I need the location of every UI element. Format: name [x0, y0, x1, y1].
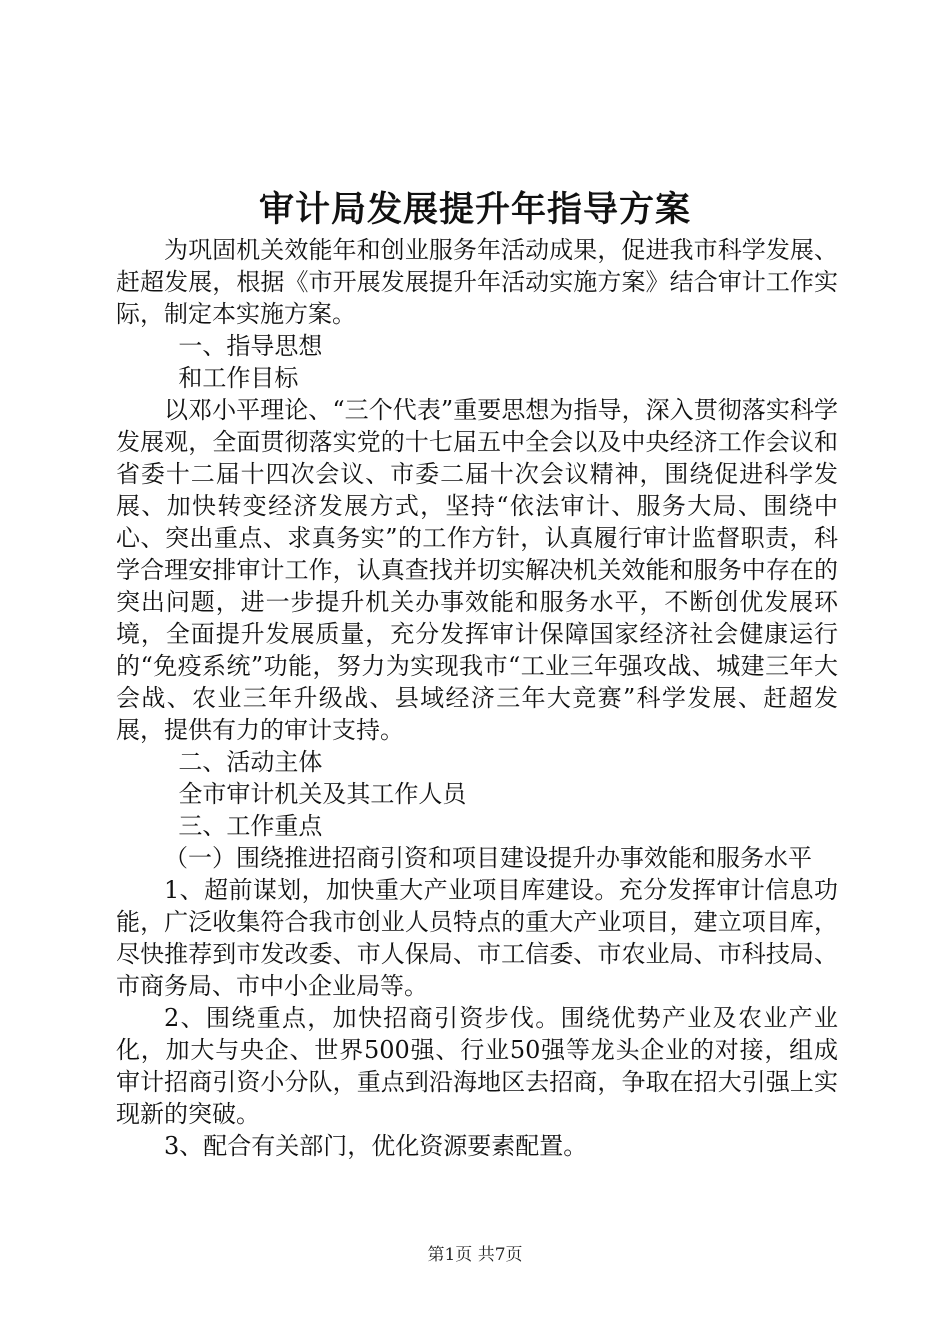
- section-heading: 一、指导思想: [178, 332, 323, 360]
- body-paragraph: 1、超前谋划，加快重大产业项目库建设。充分发挥审计信息功能，广泛收集符合我市创业人员特点的重大产业项目，建立项目库，尽快推荐到市发改委、市人保局、市工信委、市农业局、市科技局、市商务局、市中小企业局等。: [116, 876, 838, 1000]
- body-paragraph: 以邓小平理论、“三个代表”重要思想为指导，深入贯彻落实科学发展观，全面贯彻落实党的十七届五中全会以及中央经济工作会议和省委十二届十四次会议、市委二届十次会议精神，围绕促进科学发展、加快转变经济发展方式，坚持“依法审计、服务大局、围绕中心、突出重点、求真务实”的工作方针，认真履行审计监督职责，科学合理安排审计工作，认真查找并切实解决机关效能和服务中存在的突出问题，进一步提升机关办事效能和服务水平，不断创优发展环境，全面提升发展质量，充分发挥审计保障国家经济社会健康运行的“免疫系统”功能，努力为实现我市“工业三年强攻战、城建三年大会战、农业三年升级战、县域经济三年大竞赛”科学发展、赶超发展，提供有力的审计支持。: [116, 396, 838, 744]
- body-paragraph: 为巩固机关效能年和创业服务年活动成果，促进我市科学发展、赶超发展，根据《市开展发展提升年活动实施方案》结合审计工作实际，制定本实施方案。: [116, 236, 838, 328]
- section-heading: 三、工作重点: [178, 812, 323, 840]
- document-title: 审计局发展提升年指导方案: [258, 189, 691, 230]
- document-body: [116, 234, 838, 1162]
- section-heading: 二、活动主体: [178, 748, 323, 776]
- section-heading: 和工作目标: [178, 364, 299, 392]
- body-paragraph: 2、围绕重点，加快招商引资步伐。围绕优势产业及农业产业化，加大与央企、世界500强、行业50强等龙头企业的对接，组成审计招商引资小分队，重点到沿海地区去招商，争取在招大引强上实现新的突破。: [116, 1004, 838, 1128]
- body-paragraph: 3、配合有关部门，优化资源要素配置。: [164, 1132, 588, 1160]
- page-footer: 第1页 共7页: [427, 1245, 523, 1265]
- section-heading: 全市审计机关及其工作人员: [178, 780, 467, 808]
- body-paragraph: （一）围绕推进招商引资和项目建设提升办事效能和服务水平: [164, 844, 812, 872]
